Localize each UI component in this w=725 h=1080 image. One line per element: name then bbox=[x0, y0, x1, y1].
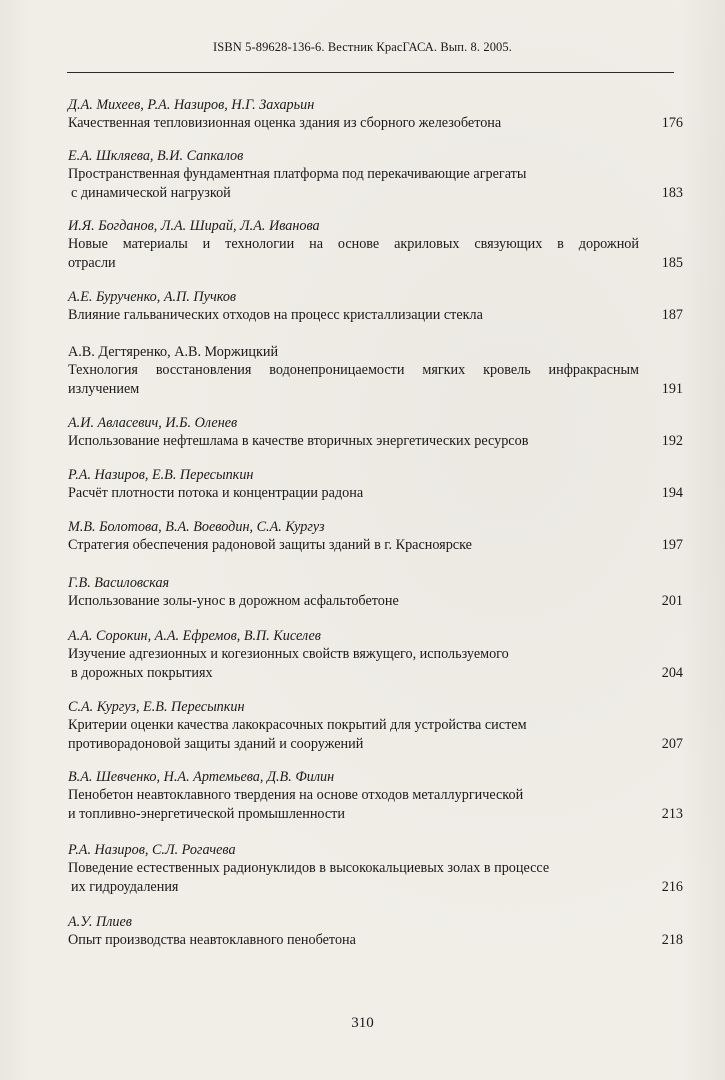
entry-title bbox=[68, 859, 683, 897]
entry-title-line: Опыт производства неавтоклавного пенобетона bbox=[68, 932, 356, 948]
entry-authors: А.В. Дегтяренко, А.В. Моржицкий bbox=[68, 344, 279, 360]
toc-entry bbox=[68, 147, 683, 203]
entry-page-number: 197 bbox=[661, 537, 683, 553]
entry-title bbox=[68, 536, 683, 555]
entry-authors: А.У. Плиев bbox=[68, 914, 132, 930]
entry-title-line: Использование золы-унос в дорожном асфальтобетоне bbox=[68, 593, 399, 609]
entry-page-number: 207 bbox=[661, 736, 683, 752]
entry-title-line: Пространственная фундаментная платформа под перекачивающие агрегаты bbox=[68, 166, 527, 182]
entry-authors: А.И. Авласевич, И.Б. Оленев bbox=[68, 415, 238, 431]
entry-page-number: 192 bbox=[661, 433, 683, 449]
entry-authors: Р.А. Назиров, С.Л. Рогачева bbox=[68, 842, 236, 858]
entry-title-line: Критерии оценки качества лакокрасочных покрытий для устройства систем bbox=[68, 717, 527, 733]
entry-authors: М.В. Болотова, В.А. Воеводин, С.А. Кургуз bbox=[68, 519, 325, 535]
entry-authors: А.А. Сорокин, А.А. Ефремов, В.П. Киселев bbox=[68, 628, 321, 644]
entry-title bbox=[68, 716, 683, 754]
entry-title-line: излучением bbox=[68, 381, 140, 397]
entry-page-number: 204 bbox=[661, 665, 683, 681]
entry-title bbox=[68, 306, 683, 325]
entry-page-number: 176 bbox=[661, 115, 683, 131]
toc-entry bbox=[68, 574, 683, 611]
entry-title-line: Пенобетон неавтоклавного твердения на основе отходов металлургической bbox=[68, 787, 524, 803]
entry-authors: В.А. Шевченко, Н.А. Артемьева, Д.В. Филин bbox=[68, 769, 335, 785]
header-rule bbox=[67, 72, 674, 73]
entry-title bbox=[68, 645, 683, 683]
toc-entry bbox=[68, 288, 683, 325]
entry-title-line: их гидроудаления bbox=[71, 879, 179, 895]
entry-title bbox=[68, 931, 683, 950]
entry-page-number: 194 bbox=[661, 485, 683, 501]
entry-page-number: 218 bbox=[661, 932, 683, 948]
entry-title bbox=[68, 235, 683, 273]
entry-page-number: 185 bbox=[661, 255, 683, 271]
entry-title-line: Расчёт плотности потока и концентрации радона bbox=[68, 485, 364, 501]
entry-authors: Г.В. Василовская bbox=[68, 575, 170, 591]
entry-title-line: Использование нефтешлама в качестве вторичных энергетических ресурсов bbox=[68, 433, 529, 449]
toc-entry bbox=[68, 414, 683, 451]
entry-title bbox=[68, 484, 683, 503]
toc-entry bbox=[68, 96, 683, 133]
entry-title-line: и топливно-энергетической промышленности bbox=[68, 806, 345, 822]
entry-page-number: 213 bbox=[661, 806, 683, 822]
page-number: 310 bbox=[351, 1015, 374, 1031]
toc-entry bbox=[68, 518, 683, 555]
entry-title-line: Поведение естественных радионуклидов в высококальциевых золах в процессе bbox=[68, 860, 550, 876]
entry-title bbox=[68, 165, 683, 203]
entry-title bbox=[68, 592, 683, 611]
entry-title-line: Новые материалы и технологии на основе акриловых связующих в дорожной bbox=[68, 236, 639, 252]
toc-entry bbox=[68, 698, 683, 754]
toc-entry bbox=[68, 217, 683, 273]
toc-entry bbox=[68, 627, 683, 683]
entry-title bbox=[68, 432, 683, 451]
running-header: ISBN 5-89628-136-6. Вестник КрасГАСА. Вып. 8. 2005. bbox=[213, 40, 512, 54]
entry-page-number: 187 bbox=[661, 307, 683, 323]
entry-title bbox=[68, 786, 683, 824]
entry-authors: А.Е. Бурученко, А.П. Пучков bbox=[68, 289, 237, 305]
entry-title-line: противорадоновой защиты зданий и сооружений bbox=[68, 736, 364, 752]
entry-page-number: 216 bbox=[661, 879, 683, 895]
toc-entry bbox=[68, 841, 683, 897]
entry-authors: Д.А. Михеев, Р.А. Назиров, Н.Г. Захарьин bbox=[68, 97, 315, 113]
entry-title-line: отрасли bbox=[68, 255, 116, 271]
toc-entry bbox=[68, 466, 683, 503]
entry-page-number: 201 bbox=[661, 593, 683, 609]
entry-title bbox=[68, 114, 683, 133]
toc-entry bbox=[68, 768, 683, 824]
entry-title-line: в дорожных покрытиях bbox=[71, 665, 213, 681]
entry-title-line: Изучение адгезионных и когезионных свойств вяжущего, используемого bbox=[68, 646, 509, 662]
entry-page-number: 191 bbox=[661, 381, 683, 397]
entry-title-line: с динамической нагрузкой bbox=[71, 185, 231, 201]
entry-title-line: Стратегия обеспечения радоновой защиты зданий в г. Красноярске bbox=[68, 537, 472, 553]
entry-page-number: 183 bbox=[661, 185, 683, 201]
entry-title-line: Качественная тепловизионная оценка здания из сборного железобетона bbox=[68, 115, 502, 131]
entry-title-line: Технология восстановления водонепроницаемости мягких кровель инфракрасным bbox=[68, 362, 639, 378]
entry-authors: И.Я. Богданов, Л.А. Ширай, Л.А. Иванова bbox=[68, 218, 320, 234]
entry-authors: Е.А. Шкляева, В.И. Сапкалов bbox=[68, 148, 244, 164]
toc-entry bbox=[68, 913, 683, 950]
entry-authors: Р.А. Назиров, Е.В. Пересыпкин bbox=[68, 467, 254, 483]
entry-authors: С.А. Кургуз, Е.В. Пересыпкин bbox=[68, 699, 245, 715]
entry-title-line: Влияние гальванических отходов на процесс кристаллизации стекла bbox=[68, 307, 483, 323]
entry-title bbox=[68, 361, 683, 399]
toc-entry bbox=[68, 343, 683, 399]
